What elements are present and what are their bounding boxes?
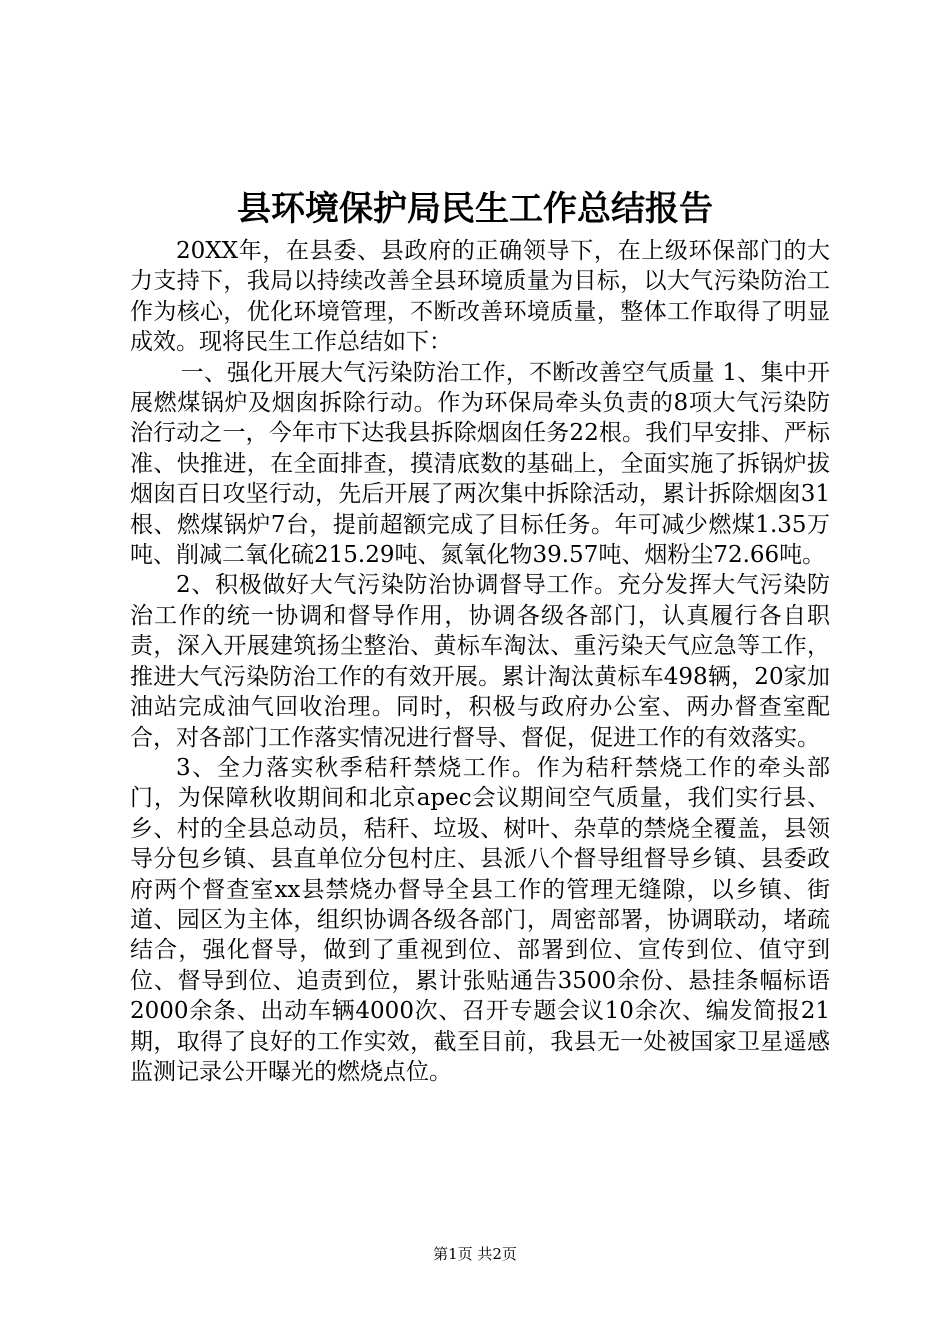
document-title: 县环境保护局民生工作总结报告 bbox=[237, 189, 713, 229]
paragraph-item-3: 3、全力落实秋季秸秆禁烧工作。作为秸秆禁烧工作的牵头部门，为保障秋收期间和北京apec会议期间空气质量，我们实行县、乡、村的全县总动员，秸秆、垃圾、树叶、杂草的禁烧全覆盖，县领导分包乡镇、县直单位分包村庄、县派八个督导组督导乡镇、县委政府两个督查室xx县禁烧办督导全县工作的管理无缝隙，以乡镇、街道、园区为主体，组织协调各级各部门，周密部署，协调联动，堵疏结合，强化督导，做到了重视到位、部署到位、宣传到位、值守到位、督导到位、追责到位，累计张贴通告3500余份、悬挂条幅标语2000余条、出动车辆4000次、召开专题会议10余次、编发简报21期，取得了良好的工作实效，截至目前，我县无一处被国家卫星遥感监测记录公开曝光的燃烧点位。 bbox=[130, 754, 830, 1085]
paragraph-section-1: 一、强化开展大气污染防治工作，不断改善空气质量 1、集中开展燃煤锅炉及烟囱拆除行动。作为环保局牵头负责的8项大气污染防治行动之一，今年市下达我县拆除烟囱任务22根。我们早安排、严标准、快推进，在全面排查，摸清底数的基础上，全面实施了拆锅炉拔烟囱百日攻坚行动，先后开展了两次集中拆除活动，累计拆除烟囱31根、燃煤锅炉7台，提前超额完成了目标任务。年可减少燃煤1.35万吨、削减二氧化硫215.29吨、氮氧化物39.57吨、烟粉尘72.66吨。 bbox=[130, 359, 830, 569]
paragraph-item-2: 2、积极做好大气污染防治协调督导工作。充分发挥大气污染防治工作的统一协调和督导作用，协调各级各部门，认真履行各自职责，深入开展建筑扬尘整治、黄标车淘汰、重污染天气应急等工作，推进大气污染防治工作的有效开展。累计淘汰黄标车498辆，20家加油站完成油气回收治理。同时，积极与政府办公室、两办督查室配合，对各部门工作落实情况进行督导、督促，促进工作的有效落实。 bbox=[130, 572, 830, 751]
page-footer: 第1页 共2页 bbox=[433, 1245, 517, 1263]
document-body bbox=[130, 236, 830, 1087]
paragraph-intro: 20XX年，在县委、县政府的正确领导下，在上级环保部门的大力支持下，我局以持续改善全县环境质量为目标，以大气污染防治工作为核心，优化环境管理，不断改善环境质量，整体工作取得了明显成效。现将民生工作总结如下： bbox=[130, 238, 830, 356]
